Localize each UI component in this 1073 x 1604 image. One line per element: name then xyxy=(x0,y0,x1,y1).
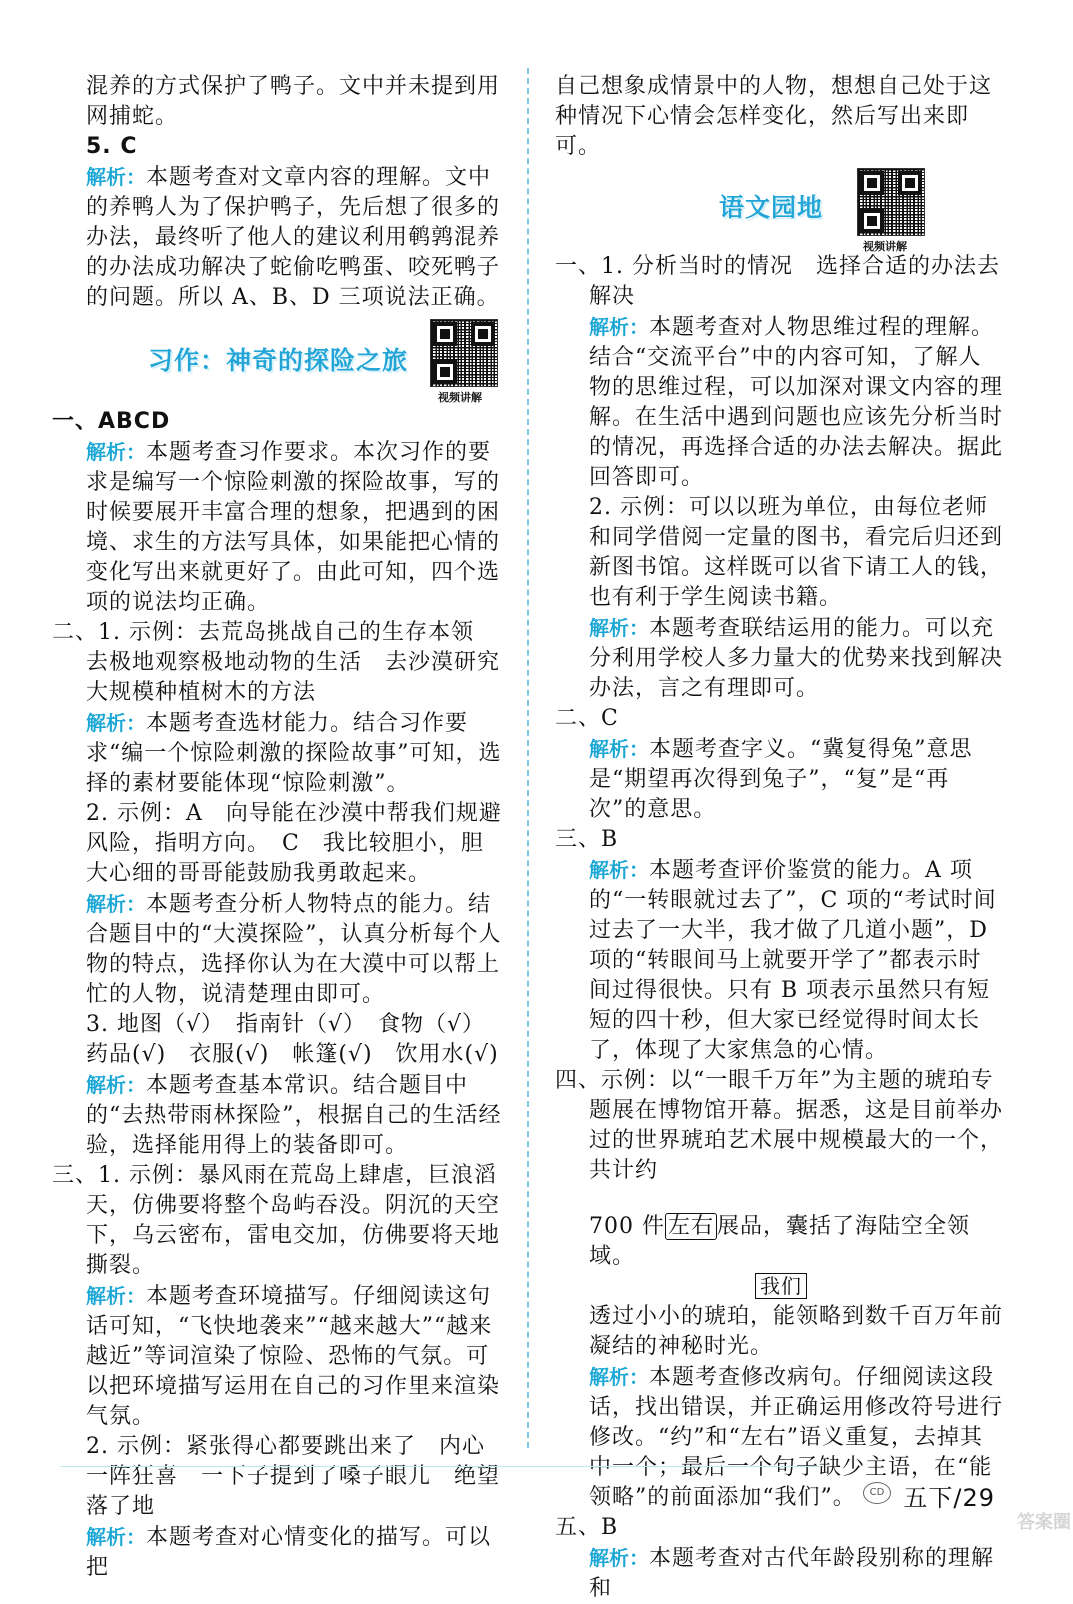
answer-r2: 二、C xyxy=(555,706,619,731)
answer-s2-1-analysis: 解析：本题考查选材能力。结合习作要求“编一个惊险刺激的探险故事”可知，选择的素材要能体现“惊险刺激”。 xyxy=(86,711,502,796)
qr-code-icon[interactable] xyxy=(857,168,925,236)
answer-r5-analysis: 解析：本题考查对古代年龄段别称的理解和 xyxy=(589,1546,995,1601)
answer-r4-edit-line: 700 件 左右 展品，囊括了海陆空全领域。 xyxy=(589,1214,971,1269)
watermark: 答案圈 xyxy=(1017,1512,1071,1533)
page-number: 五下/29 xyxy=(903,1484,995,1512)
answer-r1-1-analysis: 解析：本题考查对人物思维过程的理解。结合“交流平台”中的内容可知，了解人物的思维过程，可以加深对课文内容的理解。在生活中遇到问题也应该先分析当时的情况，再选择合适的办法去解决。据此回答即可。 xyxy=(589,315,1004,490)
qr-caption: 视频讲解 xyxy=(438,391,482,404)
answer-r1-2-analysis: 解析：本题考查联结运用的能力。可以充分利用学校人多力量大的优势来找到解决办法，言之有理即可。 xyxy=(589,616,1004,701)
answer-r3-analysis: 解析：本题考查评价鉴赏的能力。A 项的“一转眼就过去了”，C 项的“考试时间过去了一大半，我才做了几道小题”，D 项的“转眼间马上就要开学了”都表示时间过得很快。只有 B 项表示虽然只有短短的四十秒，但大家已经觉得时间太长了，体现了大家焦急的心情。 xyxy=(589,858,997,1063)
publisher-logo: CD xyxy=(863,1482,891,1504)
section-header-writing xyxy=(52,319,502,404)
answer-r2-analysis: 解析：本题考查字义。“冀复得兔”意思是“期望再次得到兔子”，“复”是“再次”的意思。 xyxy=(589,737,973,822)
deleted-word-box: 左右 xyxy=(665,1213,717,1240)
answer-s2-1: 二、1. 示例：去荒岛挑战自己的生存本领 去极地观察极地动物的生活 去沙漠研究大规模种植树木的方法 xyxy=(52,620,501,705)
answer-s3-1-analysis: 解析：本题考查环境描写。仔细阅读这句话可知，“飞快地袭来”“越来越大”“越来越近”等词渲染了惊险、恐怖的气氛。可以把环境描写运用在自己的习作里来渲染气氛。 xyxy=(86,1284,501,1429)
answer-r4-text: 四、示例：以“一眼千万年”为主题的琥珀专题展在博物馆开幕。据悉，这是目前举办过的世界琥珀艺术展中规模最大的一个，共计约 xyxy=(555,1068,1004,1183)
answer-s2-2-analysis: 解析：本题考查分析人物特点的能力。结合题目中的“大漠探险”，认真分析每个人物的特点，选择你认为在大漠中可以帮上忙的人物，说清楚理由即可。 xyxy=(86,892,502,1007)
section-title-writing: 习作：神奇的探险之旅 xyxy=(148,346,409,375)
answer-s3-1: 三、1. 示例：暴风雨在荒岛上肆虐，巨浪滔天，仿佛要将整个岛屿吞没。阴沉的天空下，乌云密布，雷电交加，仿佛要将天地撕裂。 xyxy=(52,1163,501,1278)
insertion-mark: 我们 xyxy=(555,1272,1003,1302)
answer-5-analysis: 解析：本题考查对文章内容的理解。文中的养鸭人为了保护鸭子，先后想了很多的办法，最终听了他人的建议利用鹌鹑混养的办法成功解决了蛇偷吃鸭蛋、咬死鸭子的问题。所以 A、B、D 三项说法正确。 xyxy=(86,165,501,310)
column-divider xyxy=(527,68,529,1448)
answer-s3-2-analysis: 解析：本题考查对心情变化的描写。可以把 xyxy=(86,1525,492,1580)
answer-s2-3-line2: 药品(√) 衣服(√) 帐篷(√) 饮用水(√) xyxy=(86,1042,499,1067)
answer-r4-text-cont: 透过小小的琥珀，能领略到数千百万年前凝结的神秘时光。 xyxy=(589,1304,1004,1359)
answer-s2-3-line1: 3. 地图（√） 指南针（√） 食物（√） xyxy=(86,1012,486,1037)
right-column xyxy=(555,72,1003,1604)
answer-s1: 一、ABCD xyxy=(52,409,171,434)
footer-line xyxy=(60,1466,820,1467)
answer-r1-2: 2. 示例：可以以班为单位，由每位老师和同学借阅一定量的图书，看完后归还到新图书馆。这样既可以省下请工人的钱，也有利于学生阅读书籍。 xyxy=(589,495,1004,610)
answer-5: 5. C xyxy=(86,134,138,159)
qr-code-icon[interactable] xyxy=(430,319,498,387)
answer-r5: 五、B xyxy=(555,1515,619,1540)
answer-r1-1: 一、1. 分析当时的情况 选择合适的办法去解决 xyxy=(555,254,1000,309)
answer-s2-3-analysis: 解析：本题考查基本常识。结合题目中的“去热带雨林探险”，根据自己的生活经验，选择能用得上的装备即可。 xyxy=(86,1073,502,1158)
analysis-label: 解析： xyxy=(86,165,146,189)
answer-r3: 三、B xyxy=(555,827,619,852)
right-para-continue: 自己想象成情景中的人物，想想自己处于这种情况下心情会怎样变化，然后写出来即可。 xyxy=(555,74,993,159)
answer-s2-2: 2. 示例：A 向导能在沙漠中帮我们规避风险，指明方向。 C 我比较胆小，胆大心细的哥哥能鼓励我勇敢起来。 xyxy=(86,801,502,886)
answer-s1-analysis: 解析：本题考查习作要求。本次习作的要求是编写一个惊险刺激的探险故事，写的时候要展开丰富合理的想象，把遇到的困境、求生的方法写具体，如果能把心情的变化写出来就更好了。由此可知，四个选项的说法均正确。 xyxy=(86,440,501,615)
answer-s3-2: 2. 示例：紧张得心都要跳出来了 内心一阵狂喜 一下子提到了嗓子眼儿 绝望 落了地 xyxy=(86,1434,524,1519)
section-title-garden: 语文园地 xyxy=(719,193,824,222)
left-para-continue: 混养的方式保护了鸭子。文中并未提到用网捕蛇。 xyxy=(86,74,501,129)
left-column xyxy=(52,72,524,1583)
qr-caption: 视频讲解 xyxy=(863,240,907,253)
section-header-garden xyxy=(555,168,1003,253)
answer-r4-analysis: 解析：本题考查修改病句。仔细阅读这段话，找出错误，并正确运用修改符号进行修改。“约”和“左右”语义重复，去掉其中一个；最后一个句子缺少主语，在“能领略”的前面添加“我们”。 xyxy=(589,1365,1004,1510)
